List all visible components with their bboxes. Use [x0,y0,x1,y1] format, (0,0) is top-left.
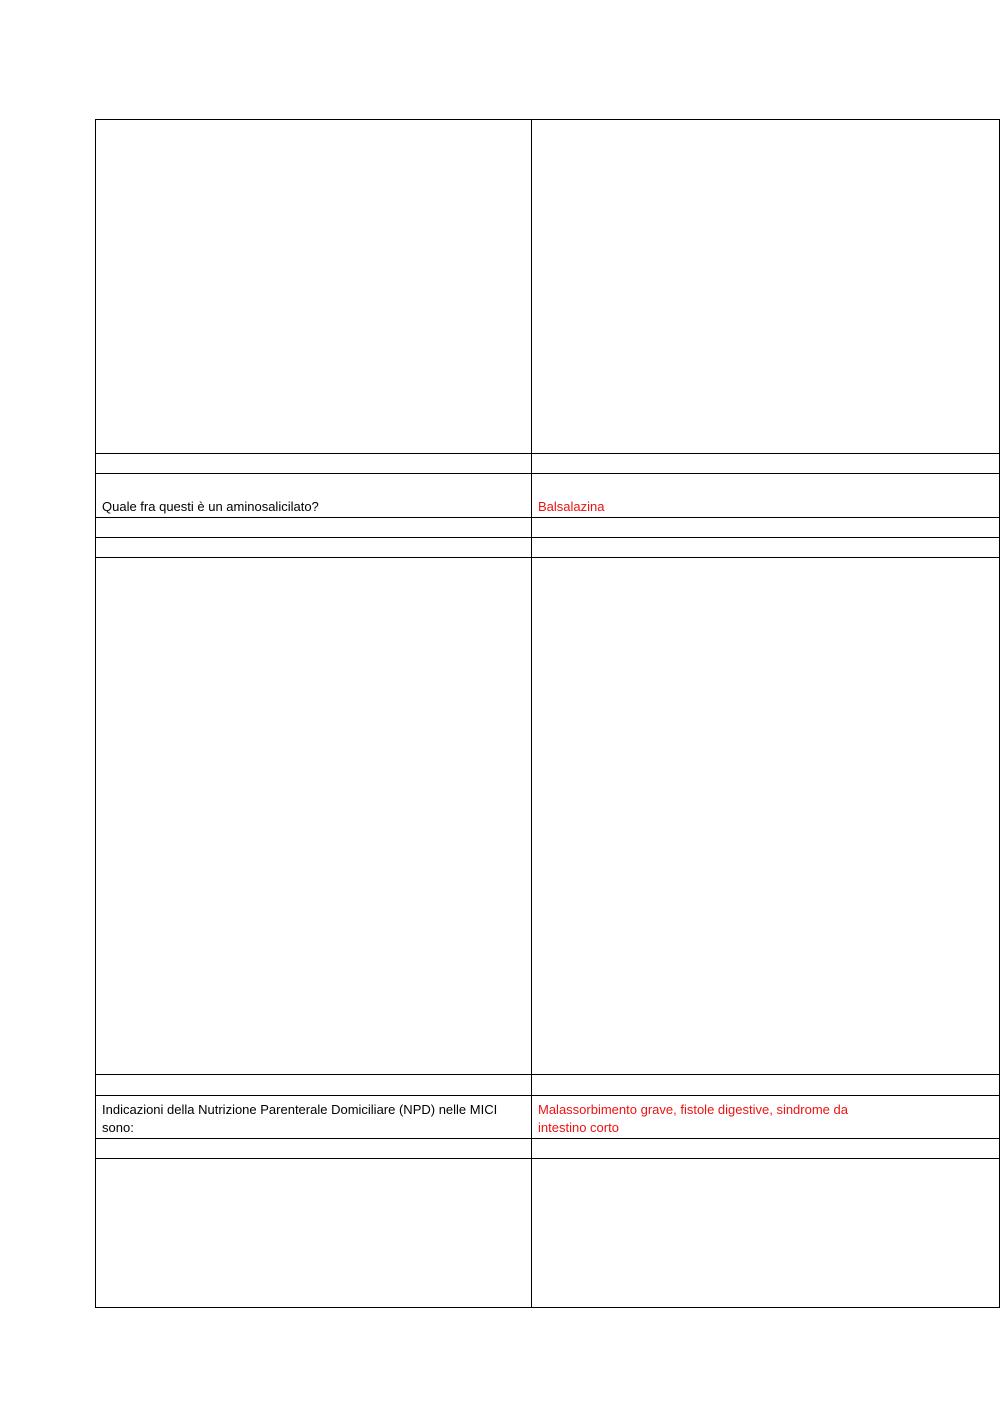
row-divider [95,557,1000,558]
row-divider [95,1138,1000,1139]
answer-cell-npd: Malassorbimento grave, fistole digestive, sindrome da intestino corto [538,1102,848,1135]
question-cell-aminosalicilato: Quale fra questi è un aminosalicilato? [102,499,319,514]
row-divider [95,1095,1000,1096]
column-divider [531,119,532,1308]
row-divider [95,1158,1000,1159]
table-border-top [95,119,1000,120]
row-divider [95,517,1000,518]
answer-cell-balsalazina: Balsalazina [538,499,605,514]
question-cell-npd: Indicazioni della Nutrizione Parenterale Domiciliare (NPD) nelle MICI sono: [102,1102,498,1135]
row-divider [95,1074,1000,1075]
row-divider [95,453,1000,454]
row-divider [95,537,1000,538]
table-border-bottom [95,1307,1000,1308]
row-divider [95,473,1000,474]
table-border-left [95,119,96,1308]
